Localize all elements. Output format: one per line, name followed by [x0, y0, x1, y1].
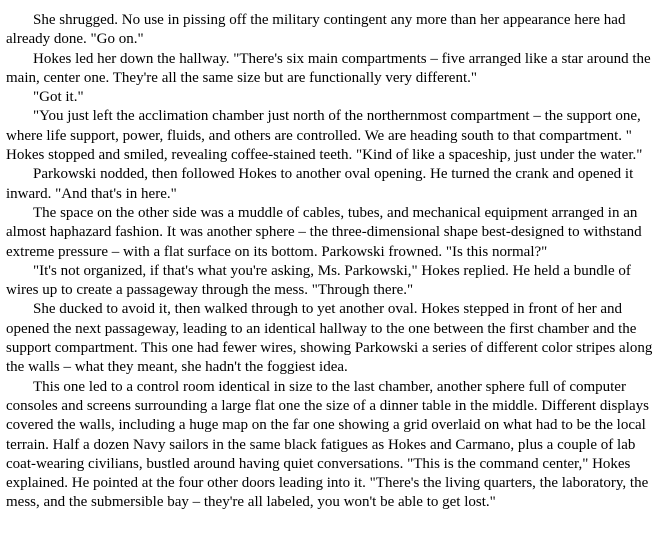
paragraph-8: She ducked to avoid it, then walked through to yet another oval. Hokes stepped in front of her and opened the next passageway, leading to an identical hallway to the one between the first chamber and the support compartment. This one had fewer wires, showing Parkowski a series of different color stripes along the walls – what they meant, she hadn't the foggiest idea.	[6, 301, 653, 376]
paragraph-7: "It's not organized, if that's what you're asking, Ms. Parkowski," Hokes replied. He held a bundle of wires up to create a passageway through the mess. "Through there."	[6, 262, 631, 299]
paragraph-2: Hokes led her down the hallway. "There's six main compartments – five arranged like a star around the main, center one. They're all the same size but are functionally very different."	[6, 50, 651, 86]
paragraph-1: She shrugged. No use in pissing off the military contingent any more than her appearance here had already done. "Go on."	[6, 12, 626, 48]
paragraph-3: "Got it."	[33, 89, 84, 106]
paragraph-5: Parkowski nodded, then followed Hokes to another oval opening. He turned the crank and opened it inward. "And that's in here."	[6, 166, 634, 202]
paragraph-9: This one led to a control room identical in size to the last chamber, another sphere full of computer consoles and screens surrounding a large flat one the size of a dinner table in the middle. Different displays covered the walls, including a huge map on the far one showing a grid overlaid on what had to be the local terrain. Half a dozen Navy sailors in the same black fatigues as Hokes and Carmano, plus a couple of lab coat-wearing civilians, bustled around having quiet conversations. "This is the command center," Hokes explained. He pointed at the four other doors leading into it. "There's the living quarters, the laboratory, the mess, and the submersible bay – they're all labeled, you won't be able to get lost."	[6, 378, 650, 511]
paragraph-6: The space on the other side was a muddle of cables, tubes, and mechanical equipment arranged in an almost haphazard fashion. It was another sphere – the three-dimensional shape best-designed to withstand extreme pressure – with a flat surface on its bottom. Parkowski frowned. "Is this normal?"	[6, 204, 642, 260]
paragraph-4: "You just left the acclimation chamber just north of the northernmost compartment – the support one, where life support, power, fluids, and others are controlled. We are heading south to that compartment. " Hokes stopped and smiled, revealing coffee-stained teeth. "Kind of like a spaceship, just under the water."	[6, 108, 643, 164]
